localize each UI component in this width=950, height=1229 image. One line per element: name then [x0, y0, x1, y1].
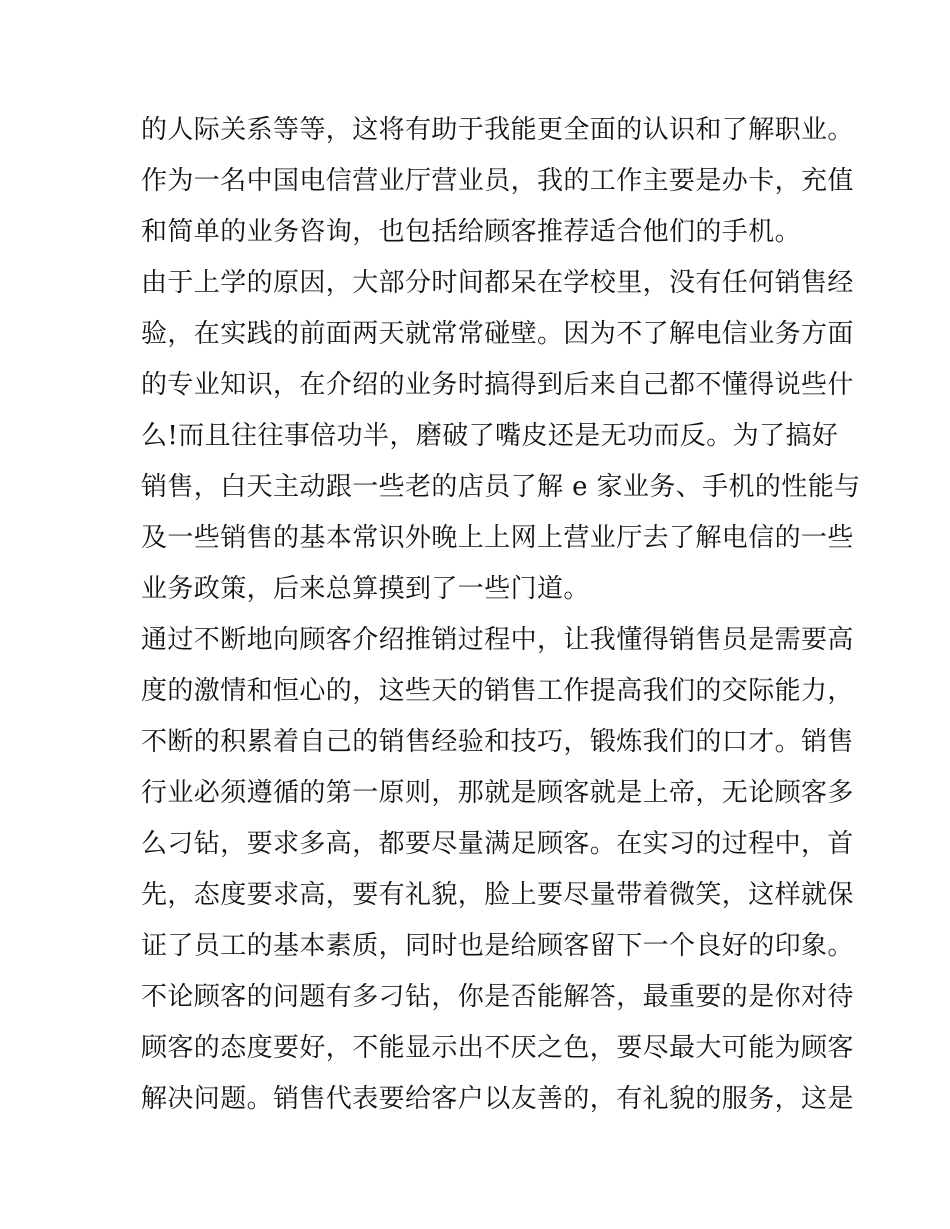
text-line-20: 解决问题。销售代表要给客户以友善的，有礼貌的服务，这是 — [141, 1084, 854, 1114]
text-line-15: 么刁钻，要求多高，都要尽量满足顾客。在实习的过程中，首 — [141, 829, 854, 859]
text-line-12: 度的激情和恒心的，这些天的销售工作提高我们的交际能力， — [141, 676, 854, 706]
text-line-11: 通过不断地向顾客介绍推销过程中，让我懂得销售员是需要高 — [141, 625, 854, 655]
text-line-3: 和简单的业务咨询，也包括给顾客推荐适合他们的手机。 — [141, 217, 802, 247]
text-line-2: 作为一名中国电信营业厅营业员，我的工作主要是办卡，充值 — [141, 166, 854, 196]
text-line-13: 不断的积累着自己的销售经验和技巧，锻炼我们的口才。销售 — [141, 727, 854, 757]
text-line-17: 证了员工的基本素质，同时也是给顾客留下一个良好的印象。 — [141, 931, 854, 961]
text-line-18: 不论顾客的问题有多刁钻，你是否能解答，最重要的是你对待 — [141, 982, 854, 1012]
text-line-14: 行业必须遵循的第一原则，那就是顾客就是上帝，无论顾客多 — [141, 778, 854, 808]
text-line-8: 销售，白天主动跟一些老的店员了解 e 家业务、手机的性能与 — [141, 472, 861, 502]
text-line-9: 及一些销售的基本常识外晚上上网上营业厅去了解电信的一些 — [141, 523, 854, 553]
text-line-6: 的专业知识，在介绍的业务时搞得到后来自己都不懂得说些什 — [141, 370, 854, 400]
text-line-19: 顾客的态度要好，不能显示出不厌之色，要尽最大可能为顾客 — [141, 1033, 854, 1063]
text-line-7: 么!而且往往事倍功半，磨破了嘴皮还是无功而反。为了搞好 — [141, 421, 839, 451]
text-line-16: 先，态度要求高，要有礼貌，脸上要尽量带着微笑，这样就保 — [141, 880, 854, 910]
text-line-5: 验，在实践的前面两天就常常碰壁。因为不了解电信业务方面 — [141, 319, 854, 349]
text-line-10: 业务政策，后来总算摸到了一些门道。 — [141, 574, 590, 604]
text-line-1: 的人际关系等等，这将有助于我能更全面的认识和了解职业。 — [141, 115, 854, 145]
text-line-4: 由于上学的原因，大部分时间都呆在学校里，没有任何销售经 — [141, 268, 854, 298]
